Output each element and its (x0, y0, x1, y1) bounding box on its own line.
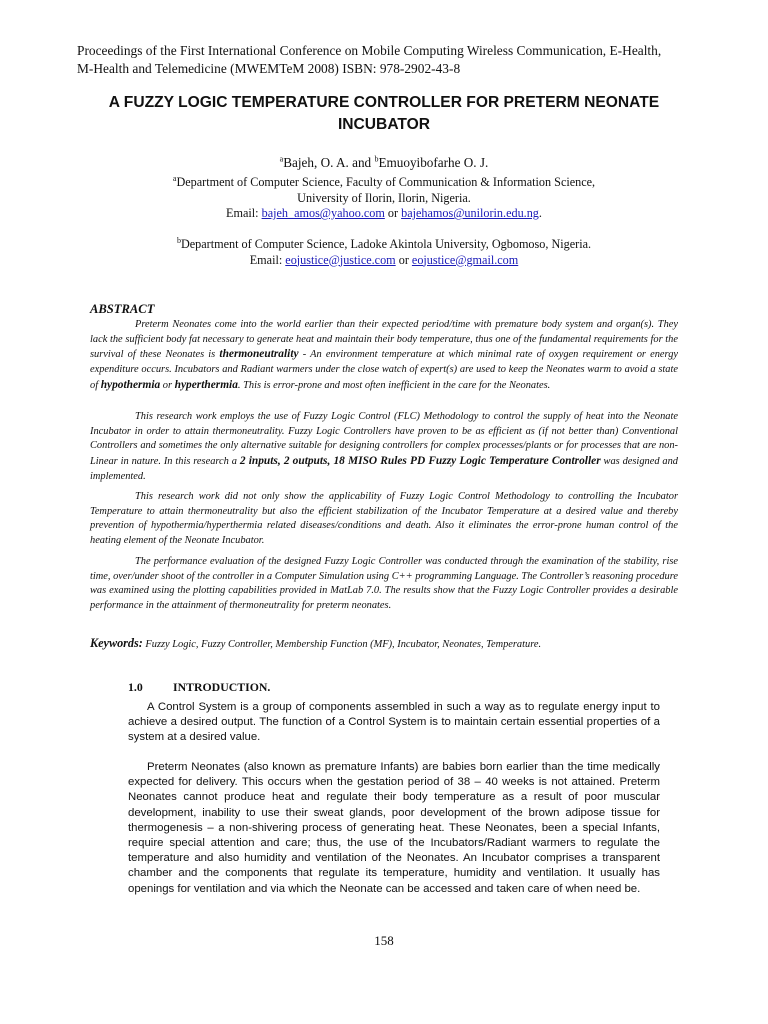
intro-paragraph-2: Preterm Neonates (also known as premature Infants) are babies born earlier than the time medically expected for delivery. This occurs when the gestation period of 38 – 40 weeks is not attained. Preterm Neonates cannot produce heat and regulate their body temperature as a result of poor muscular development, inability to use their sweat glands, poor development of the brown adipose tissue for thermogenesis – a non-shivering process of generating heat. These Neonates, been a special Infants, require special attention and care; thus, the use of the Incubators/Radiant warmers to regulate the temperature and also humidity and ventilation of the Neonates. An Incubator comprises a transparent chamber and the components that regulate its temperature, humidity and ventilation. It usually has openings for ventilation and via which the Neonate can be accessed and taken care of when need be. (128, 761, 660, 895)
abstract-paragraph-4: The performance evaluation of the designed Fuzzy Logic Controller was conducted through the examination of the stability, rise time, over/under shoot of the controller in a Computer Simulation using C++ programming Language. The Controller’s reasoning procedure was examined using the plotting capabilities provided in MatLab 7.0. The results show that the Fuzzy Logic Controller provides a desirable performance in the attainment of thermoneutrality for preterm neonates. (90, 556, 678, 612)
section-title: INTRODUCTION. (173, 680, 271, 694)
email-link-bajeh-unilorin[interactable]: bajehamos@unilorin.edu.ng (401, 206, 539, 220)
abstract-paragraph-3: This research work did not only show the applicability of Fuzzy Logic Control Methodology to controlling the Incubator Temperature to attain thermoneutrality but also the efficient stabilization of the Incubator Temperature at a desired value and thereby prevention of hypothermia/hyperthermia related diseases/conditions and death. Also it eliminates the error-prone human control of the heating element of the Neonate Incubator. (90, 491, 678, 547)
email-link-bajeh-yahoo[interactable]: bajeh_amos@yahoo.com (261, 206, 385, 220)
affiliation-a-email: Email: bajeh_amos@yahoo.com or bajehamos@unilorin.edu.ng. (226, 206, 542, 220)
keywords-text: Fuzzy Logic, Fuzzy Controller, Membership Function (MF), Incubator, Neonates, Temperature. (142, 639, 542, 650)
abstract-paragraph-1: Preterm Neonates come into the world earlier than their expected period/time with premature body system and organ(s). They lack the sufficient body fat necessary to generate heat and maintain their body temperature, thus one of the fundamental requirements for the survival of these Neonates is thermoneutrality - An environment temperature at which minimal rate of oxygen requirement or energy expenditure occurs. Incubators and Radiant warmers under the close watch of expert(s) are used to keep the Neonates warm to avoid a state of hypothermia or hyperthermia. This is error-prone and most often inefficient in the care for the Neonates. (90, 319, 678, 391)
affiliation-b-email: Email: eojustice@justice.com or eojustice@gmail.com (249, 252, 519, 267)
abstract-paragraph-2: This research work employs the use of Fuzzy Logic Control (FLC) Methodology to control the supply of heat into the Neonate Incubator in order to attain thermoneutrality. Fuzzy Logic Controllers have proven to be as efficient as (if not better than) Conventional Controllers and sometimes the only alternative suitable for designing controllers for complex processes/plants or for processes that are non-Linear in nature. In this research a 2 inputs, 2 outputs, 18 MISO Rules PD Fuzzy Logic Temperature Controller was designed and implemented. (90, 411, 678, 482)
authors-line (90, 155, 678, 171)
affiliation-b-line1: $^b$Department of Computer Science, Ladoke Akintola University, Ogbomoso, Nigeria. (176, 235, 592, 251)
affiliation-a-line1: $^a$Department of Computer Science, Faculty of Communication & Information Science, (172, 173, 596, 189)
proceedings-header: Proceedings of the First International Conference on Mobile Computing Wireless Communication, E-Health, M-Health and Telemedicine (MWEMTeM 2008) ISBN: 978-2902-43-8 (77, 43, 662, 76)
author-sup-b: b (374, 154, 379, 164)
term-hypothermia: hypothermia (100, 378, 161, 391)
author-2: Emuoyibofarhe O. J. (378, 155, 489, 170)
affiliation-a-line2: University of Ilorin, Ilorin, Nigeria. (297, 190, 471, 205)
controller-spec: 2 inputs, 2 outputs, 18 MISO Rules PD Fuzzy Logic Temperature Controller (239, 455, 601, 468)
email-link-eojustice-justice[interactable]: eojustice@justice.com (285, 252, 396, 267)
section-number: 1.0 (128, 680, 143, 694)
email-link-eojustice-gmail[interactable]: eojustice@gmail.com (411, 252, 519, 267)
keywords-label: Keywords: (90, 636, 143, 650)
author-1: Bajeh, O. A. and (283, 155, 375, 170)
affiliation-b (90, 237, 678, 268)
abstract-heading: ABSTRACT (90, 302, 155, 316)
term-thermoneutrality: thermoneutrality (219, 348, 299, 361)
intro-paragraph-1: A Control System is a group of components assembled in such a way as to regulate energy input to achieve a desired output. The function of a Control System is to maintain certain essential properties of a system at a desired value. (128, 701, 660, 744)
paper-title: A FUZZY LOGIC TEMPERATURE CONTROLLER FOR PRETERM NEONATE INCUBATOR (108, 94, 660, 133)
affiliation-a (90, 175, 678, 222)
author-sup-a: a (279, 154, 284, 164)
keywords (90, 636, 678, 652)
page-number: 158 (374, 933, 394, 948)
term-hyperthermia: hyperthermia (174, 378, 238, 391)
